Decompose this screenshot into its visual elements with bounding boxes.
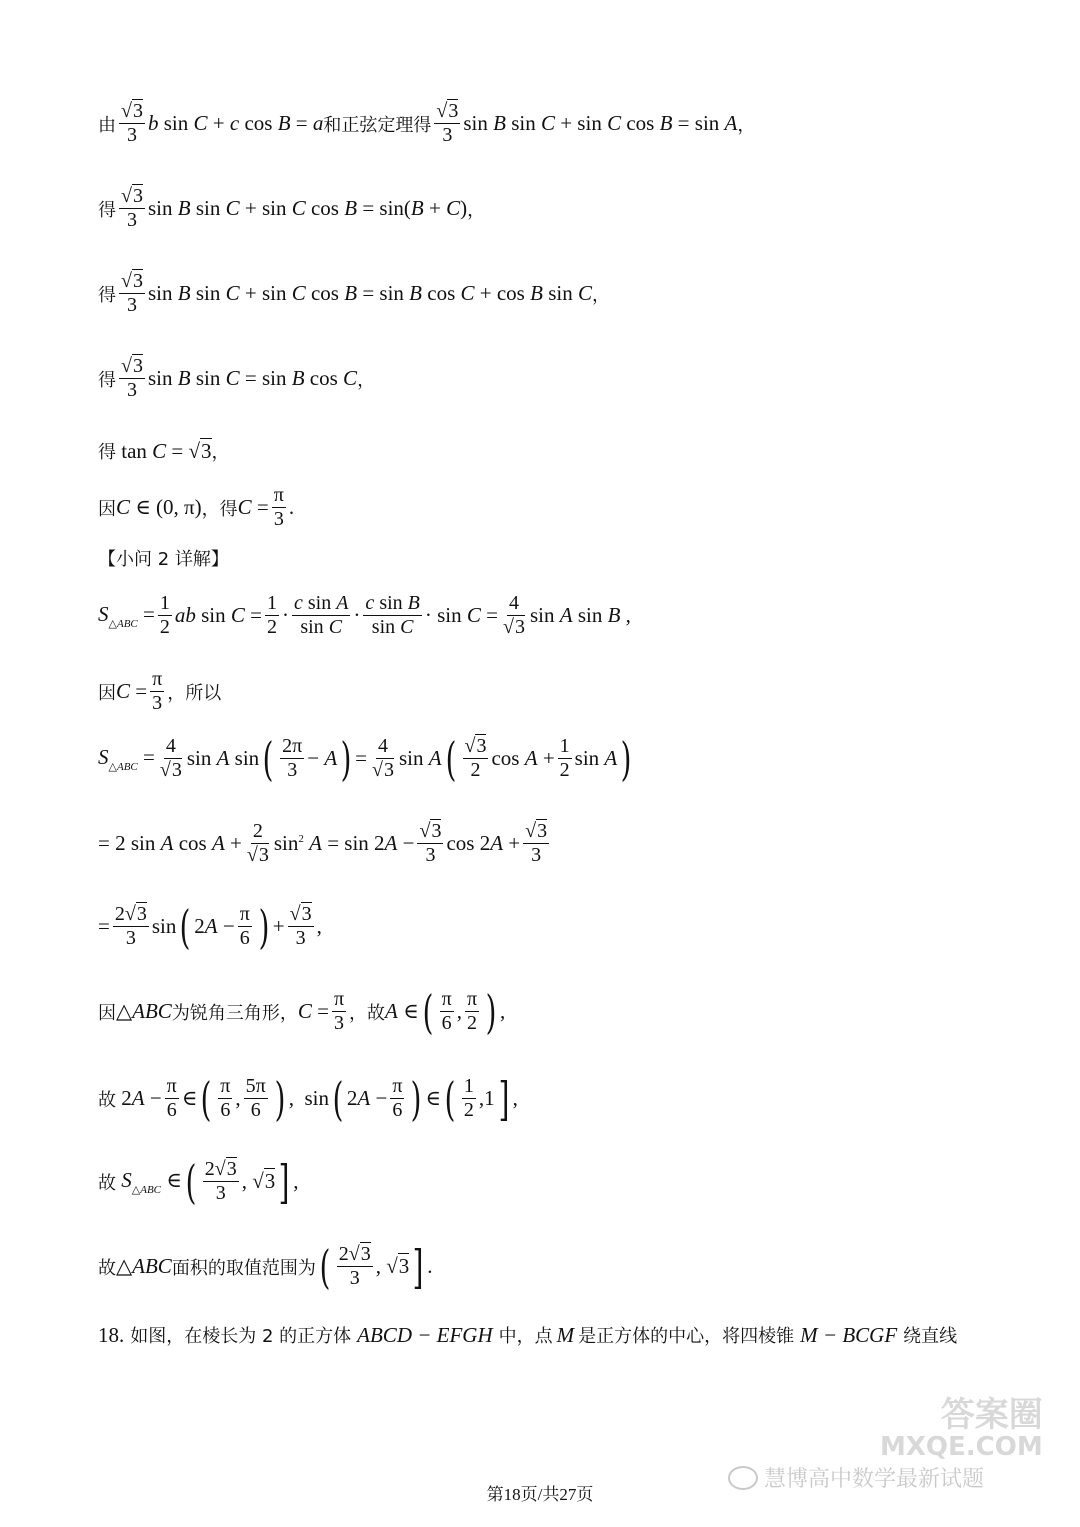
watermark-logo: 答案圈 MXQE.COM [880,1395,1043,1462]
proof-line-13: 故 2A − $\frac{\pi}{6}$ ∈ ( $\frac{\pi}{6}$ , $\frac{5\pi}{6}$ ) , sin ( 2A − $\frac{\pi}{6}$ ) ∈ ( $\frac{1}{2}$ ,1 ] , [98,1071,518,1126]
proof-line-15: 故 △ABC 面积的取值范围为 ( $\frac{2√3}{3}$ , √3 ] . [98,1239,433,1294]
page-number: 第18页/共27页 [486,1485,594,1504]
proof-line-9: $S_{\triangle ABC}$ = $\frac{4}{√3}$ sin A sin ( $\frac{2\pi}{3}$ − A ) = $\frac{4}{√3}$ sin A ( $\frac{√3}{2}$ cos A + $\frac{1}{2}$ sin A ) [98,731,632,786]
proof-line-14: 故 $S_{\triangle ABC}$ ∈ ( $\frac{2√3}{3}$ , √3 ] , [98,1154,299,1209]
proof-line-4: 得 $\frac{√3}{3}$ sin B sin C = sin B cos C ， [98,355,376,401]
problem-18-line: 18. 如图，在棱长为 2 的正方体 ABCD − EFGH 中，点 M 是正方体的中心，将四棱锥 M − BCGF 绕直线 [98,1322,958,1347]
proof-line-6: 因 C ∈ (0, π) ，得 C = $\frac{\pi}{3}$ . [98,484,295,530]
proof-line-10: = 2 sin A cos A + $\frac{2}{√3}$ $\sin^2 A = \sin 2A$ − $\frac{√3}{3}$ cos 2A + $\frac{√3}{3}$ [98,820,548,866]
proof-line-3: 得 $\frac{√3}{3}$ sin B sin C + sin C cos B = sin B cos C + cos B sin C ， [98,270,610,316]
proof-line-5: 得 tan C = √3 ， [98,438,230,463]
text-you: 由 [98,114,116,136]
proof-line-7: $S_{\triangle ABC}$ = $\frac{1}{2}$ ab sin C = $\frac{1}{2}$ · $\frac{\text{c sin A}}{\text{sin C}}$ · $\frac{\text{c sin B}}{\text{sin C}}$ · sin C = $\frac{4}{√3}$ sin A sin B , [98,592,631,638]
proof-line-8: 因 C = $\frac{\pi}{3}$ ，所以 [98,668,222,714]
proof-line-11: = $\frac{2√3}{3}$ sin ( 2A − $\frac{\pi}{6}$ ) + $\frac{√3}{3}$ , [98,899,322,954]
proof-line-1: 由 $\frac{√3}{3}$ b sin C + c cos B = a 和正弦定理得 $\frac{√3}{3}$ sin B sin C + sin C cos B = sin A ， [98,100,756,146]
watermark-text: 慧博高中数学最新试题 [764,1467,985,1492]
section-heading: 【小问 2 详解】 [98,549,229,570]
proof-line-12: 因 △ABC 为锐角三角形， C = $\frac{\pi}{3}$ ，故 A ∈ ( $\frac{\pi}{6}$ , $\frac{\pi}{2}$ ) , [98,984,506,1039]
proof-line-2: 得 $\frac{√3}{3}$ sin B sin C + sin C cos B = sin(B + C) ， [98,185,486,231]
